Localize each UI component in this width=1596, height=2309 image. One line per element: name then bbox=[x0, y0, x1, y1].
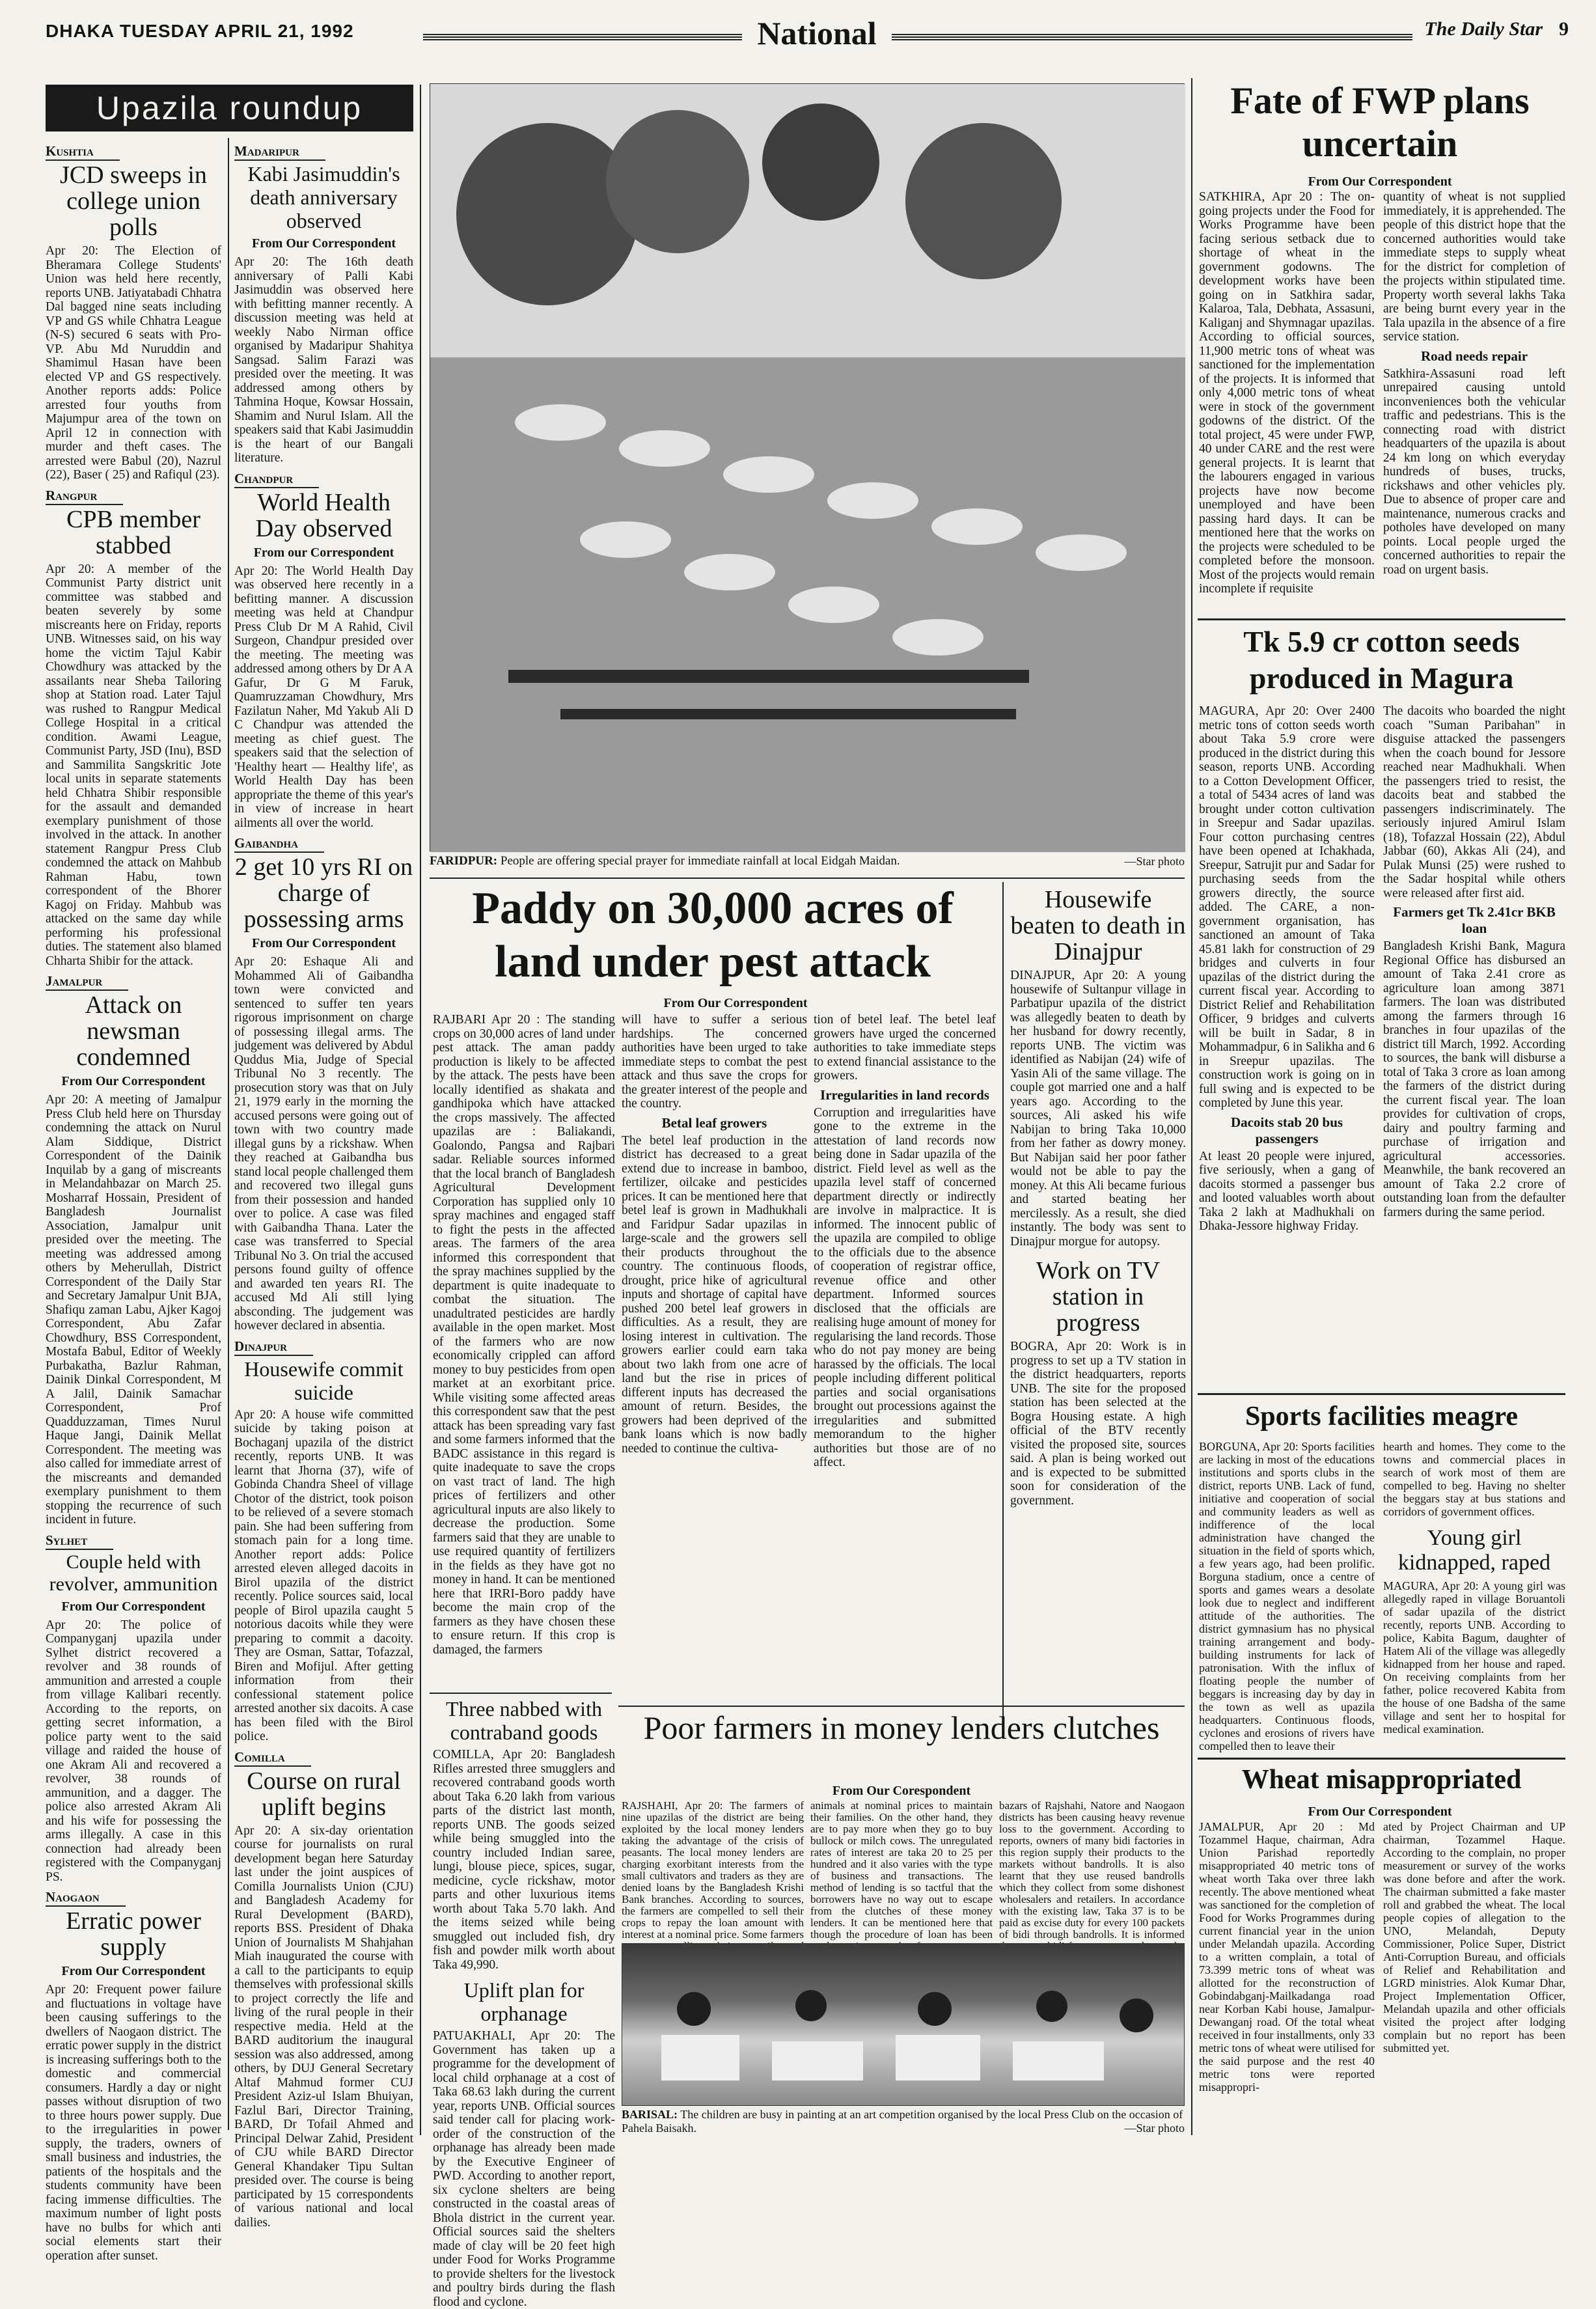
wheat-column-1 bbox=[1199, 1820, 1375, 2139]
caption-barisal-credit: —Star photo bbox=[1124, 2122, 1185, 2135]
story-dinajpur: Apr 20: A house wife committed suicide by taking poison at Bochaganj upazila of the district recently, reports UNB. It was learnt that Jhorna (37), wife of Gobinda Chandra Sheel of village Chotor of the district, took poison to be relieved of a severe stomach pain. She had been suffering from stomach pain for a long time. Another report adds: Police arrested eleven alleged dacoits in Birol upazila of the district recently. Police sources said, local people of Birol upazila caught 5 notorious dacoits while they were preparing to commit a dacoity. They are Osman, Sattar, Tofazzal, Biren and Mofijul. After getting information from their confessional statement police arrested another six dacoits. A case has been filed with the Birol police. bbox=[234, 1407, 413, 1743]
headline-tv-station: Work on TV station in progress bbox=[1036, 1257, 1161, 1336]
masthead-left: DHAKA TUESDAY APRIL 21, 1992 bbox=[46, 21, 354, 41]
photo-art-competition bbox=[622, 1943, 1185, 2106]
caption-eidgah bbox=[430, 854, 1185, 874]
headline-sylhet: Couple held with revolver, ammunition bbox=[49, 1551, 218, 1595]
headline-sports: Sports facilities meagre bbox=[1245, 1402, 1519, 1431]
byline-wheat: From Our Correspondent bbox=[1308, 1804, 1452, 1819]
column-nabbed-orphanage bbox=[433, 1696, 615, 2309]
cotton-column-2 bbox=[1383, 704, 1565, 1388]
headline-gaibandha: 2 get 10 yrs RI on charge of possessing arms bbox=[234, 853, 413, 933]
kicker-madaripur: Madaripur bbox=[234, 143, 325, 161]
headline-chandpur: World Health Day observed bbox=[255, 488, 392, 542]
story-paddy-part4: tion of betel leaf. The betel leaf growers have urged the concerned authorities to take immediate steps to extend financial assistance to the growers. bbox=[814, 1013, 996, 1083]
story-paddy-part3: The betel leaf production in the district has decreased to a great extend due to increase in bamboo, fertilizer, oilcake and pesticides prices. It can be mentioned here that betel leaf is grown in Madhukhali and Faridpur Sadar upazilas in large-scale and the growers sell their products throughout the country. The continuous floods, drought, price hike of agricultural inputs and shortage of capital have pushed 200 betel leaf growers in difficulties. As a result, they are losing interest in cultivation. The growers earlier could earn taka about two lakh from one acre of land but the rise in prices of different inputs has decreased the amount of return. Besides, the growers had been deprived of the bank loans which is now badly needed to continue the cultiva- bbox=[622, 1133, 807, 1456]
story-farmers-part2: animals at nominal prices to maintain their families. On the other hand, they are to pay more when they go to buy bullock or milch cows. The unregulated rates of interest are taka 20 to 25 per hundred and it also varies with the type of business and transactions. The method of lending is so tactful that the borrowers have no way out to escape from the clutches of these money lenders. It can be mentioned here that though the procedure of loan has been bbox=[810, 1799, 993, 1941]
caption-eidgah-text: People are offering special prayer for immediate rainfall at local Eidgah Maidan. bbox=[500, 854, 900, 868]
headline-cotton: Tk 5.9 cr cotton seeds produced in Magura bbox=[1243, 625, 1520, 695]
rule-col2 bbox=[420, 85, 421, 2135]
story-fwp-part2: quantity of wheat is not supplied immediately, it is apprehended. The people of this district hope that the concerned authorities would take immediate steps to supply wheat for the district for completion of the projects within stipulated time. Property worth several lakhs Taka are being burnt every year in the Tala upazila in the absence of a fire service station. bbox=[1383, 190, 1565, 344]
farmers-column-1 bbox=[622, 1799, 804, 1941]
headline-naogaon: Erratic power supply bbox=[66, 1907, 201, 1961]
rule-col1 bbox=[228, 138, 229, 2130]
story-sports-part1: BORGUNA, Apr 20: Sports facilities are lacking in most of the educations institutions and sports clubs in the district, reports UNB. Lack of fund, initiative and cooperation of social and community leaders as well as indifference of the local administration have changed the situation in the field of sports which, a few years ago, had been prolific. Borguna stadium, once a centre of sports and games wears a desolate look due to neglect and indifferent attitude of the authorities. The district gymnasium has no physical training arrangement and body-building instruments for lack of patronisation. With the influx of floating people the number of beggars is increasing day by day in the town as well as upazila headquarters. Continuous floods, cyclones and erosions of rivers have compelled then to leave their bbox=[1199, 1440, 1375, 1752]
story-cotton-part2: At least 20 people were injured, five seriously, when a gang of dacoits stormed a passenger bus and looted valuables worth about Taka 2 lakh at Madhukhali on Dhaka-Jessore highway Friday. bbox=[1199, 1149, 1375, 1233]
caption-barisal-text: The children are busy in painting at an art competition organised by the local Press Club on the occasion of Pahela Baisakh. bbox=[622, 2108, 1183, 2135]
story-paddy-part1: RAJBARI Apr 20 : The standing crops on 30,000 acres of land under pest attack. The aman paddy production is likely to be affected by the attack. The pests have been locally identified as shakata and gandhipoka which have attacked the crops massively. The affected upazilas are : Baliakandi, Goalondo, Pangsa and Rajbari sadar. Reliable sources informed that the local branch of Bangladesh Agricultural Development Corporation has supplied only 10 spray machines and engaged staff to fight the pests in the affected areas. The farmers of the area informed this correspondent that the spray machines supplied by the department is quite inadequate to combat the situation. The unadultrated pesticides are hardly available in the open market. Most of the farmers who are now economically crippled can afford money to buy pesticides from open market at an exorbitant price. While visiting some affected areas this correspondent saw that the pest attack has been spreading vary fast and some farmers informed that the BADC assistance in this regard is quite inadequate to save the crops on vast tract of land. The high prices of fertilizers and other agricultural inputs are also likely to decrease the production. Some farmers said that they are unable to use required quantity of fertilizers in the fields as they have got no money in hand. It can be mentioned here that IRRI-Boro paddy have become the main crop of the farmers as they have chosen these to ensure return. If this crop is damaged, the farmers bbox=[433, 1013, 615, 1657]
story-cotton-part4: Bangladesh Krishi Bank, Magura Regional Office has disbursed an amount of Taka 2.41 crore as agriculture loan among 3871 farmers. The loan was distributed among the farmers through 16 branches in four upazilas of the district till March, 1992. According to sources, the bank will disburse a total of Taka 3 crore as loan among the farmers of the district during the current fiscal year. The loan provides for cultivation of crops, dairy and poultry farming and purchase of irrigation and agricultural accessories. Meanwhile, the bank recovered an amount of Taka 2.2 crore of outstanding loan from the defaulter farmers during the same period. bbox=[1383, 939, 1565, 1219]
headline-jamalpur: Attack on newsman condemned bbox=[76, 991, 191, 1071]
story-wheat-part2: ated by Project Chairman and UP chairman, Tozammel Haque. According to the complain, no proper measurement or survey of the works was done before and after the work. The chairman submitted a fake master roll and grabbed the wheat. The local people copies of allegation to the UNO, Melandah, Deputy Commissioner, Police Super, District Anti-Corruption Bureau, and officials of Relief and Rehabilitation and LGRD ministries. Alok Kumar Dhar, Project Implementation Officer, Melandah upazila and other officials visited the project after lodging complain but no report has been submitted yet. bbox=[1383, 1820, 1565, 2054]
photo-eidgah-graphic bbox=[430, 84, 1185, 852]
sub-land-records: Irregularities in land records bbox=[820, 1086, 989, 1103]
story-madaripur: Apr 20: The 16th death anniversary of Palli Kabi Jasimuddin was observed here with befitting manner recently. A discussion meeting was held at weekly Nabo Nirman office organised by Madaripur Shahitya Sangsad. Salim Farazi was presided over the meeting. It was addressed among others by Tahmina Hoque, Kowsar Hossain, Shamim and Nurul Islam. All the speakers said that Kabi Jasimuddin is the heart of our Bangali literature. bbox=[234, 255, 413, 465]
column-housewife-tv bbox=[1010, 885, 1186, 1699]
rule-above-farmers bbox=[618, 1706, 1185, 1707]
story-rangpur: Apr 20: A member of the Communist Party district unit committee was stabbed and beaten severely by some miscreants here on Friday, reports UNB. Witnesses said, on his way home the victim Tajul Kabir Chowdhury was attacked by the assailants near Sheba Tailoring shop at Station road. Later Tajul was rushed to Rangpur Medical College Hospital in a critical condition. Awami League, Communist Party, JSD (Inu), BSD and Sammilita Sangskritic Jote local units in separate statements held Chhatra Shibir responsible for the assault and demanded exemplary punishment of those involved in the attack. In another statement Rangpur Press Club condemned the attack on Mahbub Rahman Habu, town correspondent of the Bhorer Kagoj on Friday. Mahbub was attacked on the same day while performing his professional duties. The statement also blamed Chharta Shibir for the attack. bbox=[46, 562, 221, 968]
kicker-naogaon: Naogaon bbox=[46, 1889, 126, 1907]
rule-paddy-right bbox=[1002, 882, 1004, 1728]
story-comilla: Apr 20: A six-day orientation course for journalists on rural development began here Saturday last under the joint auspices of Comilla Journalists Union (CJU) and Bangladesh Academy for Rural Development (BARD), reports BSS. President of Dhaka Union of Journalists M Shahjahan Miah inaugurated the course with a call to the participants to equip themselves with professional skills to project correctly the life and living of the rural people in their respective media. Held at the BARD auditorium the inaugural session was also addressed, among others, by DUJ General Secretary Altaf Mahmud former CUJ President Aziz-ul Islam Bhuiyan, Fazlul Bari, Director Training, BARD, Dr Tofail Ahmed and Principal Delwar Zahid, President of CJU while BARD Director General Khandaker Tipu Sultan presided over. The course is being participated by 15 correspondents of various national and local dailies. bbox=[234, 1823, 413, 2230]
farmers-column-2 bbox=[810, 1799, 993, 1941]
story-wheat-part1: JAMALPUR, Apr 20 : Md Tozammel Haque, chairman, Adra Union Parishad reportedly misappropriated 40 metric tons of wheat worth Taka over three lakh recently. The above mentioned wheat was sanctioned for the completion of Food for Works Programmes during current financial year in the union under Melandah upazila. According to a written complain, a total of 73.399 metric tons of wheat was allotted for the reconstruction of Gobindabganj-Mailkadanga road near Korban Kabi house, Jamalpur-Dewanganj road. Of the total wheat received in four installments, only 33 metric tons of wheat were utilised for the said purpose and the rest 40 metric tons were reported misappropri- bbox=[1199, 1820, 1375, 2094]
story-fwp-part3: Satkhira-Assasuni road left unrepaired causing untold inconveniences both the vehicular traffic and pedestrians. This is the connecting road with district headquarters of the upazila is about 24 km long on which everyday hundreds of buses, trucks, rickshaws and other vehicles ply. Due to absence of proper care and maintenance, numerous cracks and potholes have developed on many points. Local people urged the concerned authorities to repair the road on urgent basis. bbox=[1383, 366, 1565, 577]
byline-sylhet: From Our Correspondent bbox=[61, 1599, 206, 1614]
caption-eidgah-credit: —Star photo bbox=[1124, 855, 1185, 868]
wheat-column-2 bbox=[1383, 1820, 1565, 2139]
story-gaibandha: Apr 20: Eshaque Ali and Mohammed Ali of Gaibandha town were convicted and sentenced to suffer ten years rigorous imprisonment on charge of possessing illegal arms. The judgement was delivered by Abdul Quddus Mia, Judge of Special Tribunal No 3 recently. The prosecution story was that on July 21, 1979 early in the morning the accused persons were going out of town with two country made illegal guns by a rickshaw. When they reached at Gaibandha bus stand local people challenged them and recovered two illegal guns from their possession and handed over to police. A case was filed with Gaibandha Thana. Later the case was transferred to Special Tribunal No 3. On trial the accused persons found guilty of offence and awarded ten years RI. The accused Md Ali still lying absconding. The judgement was however declared in absentia. bbox=[234, 955, 413, 1333]
headline-orphanage: Uplift plan for orphanage bbox=[463, 1978, 585, 2025]
headline-housewife: Housewife beaten to death in Dinajpur bbox=[1010, 886, 1186, 965]
rule-above-wheat bbox=[1198, 1758, 1565, 1760]
rule-under-photo bbox=[430, 878, 1185, 879]
kicker-jamalpur: Jamalpur bbox=[46, 973, 128, 991]
headline-paddy: Paddy on 30,000 acres of land under pest attack bbox=[472, 883, 954, 987]
masthead-rule-left bbox=[423, 34, 742, 40]
kicker-dinajpur: Dinajpur bbox=[234, 1338, 313, 1356]
story-farmers-part3: bazars of Rajshahi, Natore and Naogaon districts has been causing heavy revenue loss to the government. According to reports, owners of many bidi factories in this region supply their products to the markets without bandrolls. It is also learnt that they use reused bandrolls which they collect from some dishonest wholesalers and retailers. In accordance with the existing law, Taka 37 is to be paid as excise duty for every 100 packets of bidi through bandrolls. It is informed bbox=[999, 1799, 1185, 1941]
cotton-column-1 bbox=[1199, 704, 1375, 1388]
headline-fwp: Fate of FWP plans uncertain bbox=[1230, 79, 1530, 165]
byline-jamalpur: From Our Correspondent bbox=[61, 1074, 206, 1088]
byline-gaibandha: From Our Correspondent bbox=[251, 936, 396, 950]
kicker-rangpur: Rangpur bbox=[46, 488, 123, 505]
photo-art-graphic bbox=[622, 1944, 1185, 2107]
rule-above-sports bbox=[1198, 1393, 1565, 1395]
caption-barisal bbox=[622, 2108, 1185, 2138]
section-title: National bbox=[757, 15, 877, 51]
headline-wheat: Wheat misappropriated bbox=[1241, 1765, 1522, 1795]
caption-barisal-place: BARISAL: bbox=[622, 2108, 678, 2121]
headline-kushtia: JCD sweeps in college union polls bbox=[60, 161, 207, 241]
kicker-gaibandha: Gaibandha bbox=[234, 835, 324, 853]
sub-dacoits: Dacoits stab 20 bus passengers bbox=[1230, 1114, 1343, 1146]
sports-column-2 bbox=[1383, 1440, 1565, 1752]
story-paddy-part5: Corruption and irregularities have gone to the extreme in the attestation of land records now being done in Sadar upazila of the district. Field level as well as the upazila level staff of concerned department directly or indirectly are involve in malpractice. It is informed. The innocent public of the upazila are compiled to oblige to the officials due to the absence of cooperation of registrar office, revenue office and other department. Informed sources disclosed that the officials are realising huge amount of money for regularising the land records. Those who do not pay money are being harassed by the officials. The local people including different political parties and social organisations brought out processions against the irregularities and submitted memorandum to the higher authorities but those are of no affect. bbox=[814, 1105, 996, 1469]
kicker-sylhet: Sylhet bbox=[46, 1532, 113, 1550]
story-chandpur: Apr 20: The World Health Day was observed here recently in a befitting manner. A discussion meeting was held at Chandpur Press Club Dr M A Rahid, Civil Surgeon, Chandpur presided over the meeting. The meeting was addressed among others by Dr A A Gafur, Dr G M Faruk, Quamruzzaman Chowdhury, Mrs Fazilatun Naher, Md Yakub Ali D C Chandpur was attended the meeting as chief guest. The speakers said that the selection of 'Healthy heart — Healthy life', as World Health Day has been appropriate the theme of this year's in view of increase in heart ailments all over the world. bbox=[234, 564, 413, 830]
story-jamalpur: Apr 20: A meeting of Jamalpur Press Club held here on Thursday condemning the attack on Nurul Alam Siddique, District Correspondent of the Dainik Inquilab by a gang of miscreants in Melandahbazar on March 25. Mosharraf Hossain, President of Bangladesh Journalist Association, Jamalpur unit presided over the meeting. The meeting was addressed among others by Meherullah, District Correspondent of the Daily Star and Secretary Jamalpur Unit BJA, Shafiqu zaman Labu, Ajker Kagoj Correspondent, Abu Zafar Chowdhury, BSS Correspondent, Mostafa Babul, Editor of Weekly Purbakatha, Bazlur Rahman, Dainik Dinkal Correspondent, M A Jalil, Dainik Samachar Correspondent, Prof Quadduzzaman, Times Nurul Haque Jangi, Dainik Mellat Correspondent. The meeting was also called for immediate arrest of the miscreants and demanded exemplary punishment to them stopping the recurrence of such incident in future. bbox=[46, 1093, 221, 1527]
headline-dinajpur: Housewife commit suicide bbox=[244, 1357, 404, 1404]
rule-above-cotton bbox=[1198, 618, 1565, 620]
paddy-column-2 bbox=[622, 1013, 807, 1696]
roundup-column-2 bbox=[234, 138, 413, 2230]
photo-eidgah-prayer bbox=[430, 83, 1185, 851]
headline-comilla: Course on rural uplift begins bbox=[247, 1767, 401, 1821]
headline-kidnapped: Young girl kidnapped, raped bbox=[1397, 1526, 1551, 1575]
story-fwp-part1: SATKHIRA, Apr 20 : The on-going projects under the Food for Works Programme have been facing serious setback due to shortage of wheat in the government godowns. The development works have been going on in Satkhira sadar, Kalaroa, Tala, Debhata, Assasuni, Kaliganj and Shymnagar upazilas. According to official sources, 11,900 metric tons of wheat was sanctioned for the implementation of the projects. It is informed that only 4,000 metric tons of wheat were in stock of the government godowns of the district. Of the total project, 45 were under FWP, 40 under CARE and the rest were general projects. It is learnt that the labourers engaged in various projects have now become unemployed and have been passing hard days. It can be mentioned here that the works on the projects were scheduled to be completed before the monsoon. Most of the projects would remain incomplete if requisite bbox=[1199, 190, 1375, 596]
fwp-column-2 bbox=[1383, 190, 1565, 607]
roundup-banner: Upazila roundup bbox=[46, 85, 413, 131]
story-kidnapped: MAGURA, Apr 20: A young girl was allegedly raped in village Boruantoli of sadar upazila of the district recently, reports UNB. According to police, Kabita Bagum, daughter of Hatem Ali of the village was allegedly kidnapped from her house and raped. On receiving complaints from her father, police recovered Kabita from the house of one Badsha of the same village and sent her to hospital for medical examination. bbox=[1383, 1579, 1565, 1735]
headline-rangpur: CPB member stabbed bbox=[66, 505, 200, 559]
caption-eidgah-place: FARIDPUR: bbox=[430, 854, 498, 868]
sub-road-repair: Road needs repair bbox=[1420, 348, 1528, 364]
fwp-column-1 bbox=[1199, 190, 1375, 607]
farmers-column-3 bbox=[999, 1799, 1185, 1941]
story-cotton-part3: The dacoits who boarded the night coach "Suman Paribahan" in disguise attacked the passengers when the coach bound for Jessore reached near Madhukhali. When the passengers tried to resist, the dacoits beat and stabbed the passengers indiscriminately. The seriously injured Amirul Islam (18), Tofazzal Hossain (22), Abdul Jabbar (60), Akkas Ali (24), and Pulak Munsi (25) were rushed to the Sadar hospital while others were released after first aid. bbox=[1383, 704, 1565, 900]
story-paddy-part2: will have to suffer a serious hardships. The concerned authorities have been urged to take immediate steps to combat the pest attack and thus save the crops for the greater interest of the people and the country. bbox=[622, 1013, 807, 1111]
story-naogaon: Apr 20: Frequent power failure and fluctuations in voltage have been causing sufferings to the dwellers of Naogaon district. The erratic power supply in the district is increasing sufferings both to the domestic and commercial consumers. Hardly a day or night passes without disruption of two to three hours power supply. Due to the irregularities in power supply, the traders, owners of small business and industries, the patients of the hospitals and the students community have been facing immense difficulties. The maximum number of light posts have no bulbs for which anti social elements start their operation after sunset. bbox=[46, 1983, 221, 2263]
masthead-rule-right bbox=[892, 34, 1412, 40]
sports-column-1 bbox=[1199, 1440, 1375, 1752]
story-housewife: DINAJPUR, Apr 20: A young housewife of Sultanpur village in Parbatipur upazila of the district was allegedly beaten to death by her husband for dowry recently, reports UNB. The victim was identified as Nabijan (24) wife of Yasin Ali of the same village. The couple got married one and a half years ago. According to the sources, Ali asked his wife Nabijan to bring Taka 10,000 from her father as dowry money. But Nabijan said her poor father would not be able to pay the money. At this Ali became furious and started beating her mercilessly. As a result, she died instantly. The body was sent to Dinajpur morgue for autopsy. bbox=[1010, 969, 1186, 1249]
kicker-kushtia: Kushtia bbox=[46, 143, 120, 161]
page-number: 9 bbox=[1559, 18, 1569, 40]
story-tv-station: BOGRA, Apr 20: Work is in progress to set up a TV station in the district headquarters, reports UNB. The site for the proposed station has been selected at the Bogra Housing estate. A high official of the BTV recently visited the proposed site, sources said. A plan is being worked out and is expected to be submitted soon for consideration of the government. bbox=[1010, 1340, 1186, 1508]
headline-madaripur: Kabi Jasimuddin's death anniversary observed bbox=[247, 162, 400, 232]
byline-naogaon: From Our Correspondent bbox=[61, 1964, 206, 1978]
sub-bkb-loan: Farmers get Tk 2.41cr BKB loan bbox=[1393, 904, 1556, 936]
story-sports-part2: hearth and homes. They come to the towns and commercial places in search of work most of them are compelled to beg. Having no shelter the beggars stay at bus stations and corridors of government offices. bbox=[1383, 1440, 1565, 1518]
kicker-comilla: Comilla bbox=[234, 1749, 311, 1767]
byline-poor-farmers: From Our Corespondent bbox=[832, 1784, 971, 1798]
paper-name: The Daily Star bbox=[1424, 18, 1543, 40]
paddy-column-1 bbox=[433, 1013, 615, 1696]
byline-paddy: From Our Correspondent bbox=[663, 996, 808, 1010]
rule-photo-right bbox=[1191, 78, 1192, 2135]
headline-nabbed: Three nabbed with contraband goods bbox=[446, 1697, 602, 1744]
byline-chandpur: From our Correspondent bbox=[253, 545, 394, 560]
story-nabbed: COMILLA, Apr 20: Bangladesh Rifles arrested three smugglers and recovered contraband goods worth about Taka 6.20 lakh from various parts of the district last month, reports UNB. The goods seized while being smuggled into the country included Indian saree, lungi, blouse piece, spices, sugar, medicine, cycle rickshaw, motor parts and other luxurious items worth about Taka 5.70 lakh. And the items seized while being smuggled out included fish, dry fish and powder milk worth about Taka 49,990. bbox=[433, 1748, 615, 1972]
byline-fwp: From Our Correspondent bbox=[1308, 174, 1452, 189]
story-orphanage: PATUAKHALI, Apr 20: The Government has taken up a programme for the development of local child orphanage at a cost of Taka 68.63 lakh during the current year, reports UNB. Official sources said tender call for placing work-order of the construction of the orphanage has already been made by the Executive Engineer of PWD. According to another report, six cyclone shelters are being constructed in the coastal areas of Bhola district in the current year. Official sources said the shelters made of clay will be 20 feet high under Food for Works Programme to provide shelters for the livestock and poultry birds during the flash flood and cyclone. bbox=[433, 2029, 615, 2309]
byline-madaripur: From Our Correspondent bbox=[251, 236, 396, 251]
story-sylhet: Apr 20: The police of Companyganj upazila under Sylhet district recovered a revolver and 38 rounds of ammunition and arrested a couple from village Kalibari recently. According to the reports, on getting secret information, a police party went to the said village and raided the house of one Akram Ali and recovered a revolver, 38 rounds of ammunition, and a dagger. The police also arrested Akram Ali and his wife for possessing the arms illegally. A case in this connection had already been registered with the Companyganj PS. bbox=[46, 1618, 221, 1884]
story-kushtia: Apr 20: The Election of Bheramara College Students' Union was held here recently, reports UNB. Jatiyatabadi Chhatra Dal bagged nine seats including VP and GS while Chhatra League (N-S) secured 6 seats with Pro-VP. Abu Md Nuruddin and Shamimul Hasan have been elected VP and GS respectively. Another reports adds: Police arrested four youths from Majumpur area of the town on April 12 in connection with murder and theft cases. The arrested were Babul (20), Nazrul (22), Baser ( 25) and Rafiqul (23). bbox=[46, 244, 221, 482]
roundup-column-1 bbox=[46, 138, 221, 2263]
headline-poor-farmers: Poor farmers in money lenders clutches bbox=[643, 1709, 1160, 1746]
paddy-column-3 bbox=[814, 1013, 996, 1696]
story-farmers-part1: RAJSHAHI, Apr 20: The farmers of nine upazilas of the district are being exploited by the local money lenders taking the advantage of the crisis of peasants. The local money lenders are charging exorbitant interests from the small cultivators and traders as they are denied loans by the Bangladesh Krishi Bank branches. According to sources, the farmers are compelled to sell their crops to repay the loan amount with interest at a nominal price. Some farmers bbox=[622, 1799, 804, 1941]
kicker-chandpur: Chandpur bbox=[234, 471, 319, 488]
rule-above-nabbed bbox=[430, 1693, 612, 1694]
story-cotton-part1: MAGURA, Apr 20: Over 2400 metric tons of cotton seeds worth about Taka 5.9 crore were produced in the district during this season, reports UNB. According to a Cotton Development Officer, a total of 5434 acres of land was brought under cotton cultivation in Sreepur and Sadar upazilas. Four cotton purchasing centres have been opened at Ichakhada, Sreepur, Satrujit pur and Sadar for purchasing seeds from the growers directly, the source added. The CARE, a non-government organisation, has sanctioned an amount of Taka 45.81 lakh for construction of 29 bridges and culverts in four upazilas of the district during the current fiscal year. According to District Relief and Rehabilitation Officer, 9 bridges and culverts will be built in Sadar, 8 in Mohammadpur, 6 in Salikha and 6 in Sreepur upazilas. The construction work is going on in full swing and is expected to be completed by June this year. bbox=[1199, 704, 1375, 1110]
sub-betal: Betal leaf growers bbox=[661, 1114, 767, 1131]
